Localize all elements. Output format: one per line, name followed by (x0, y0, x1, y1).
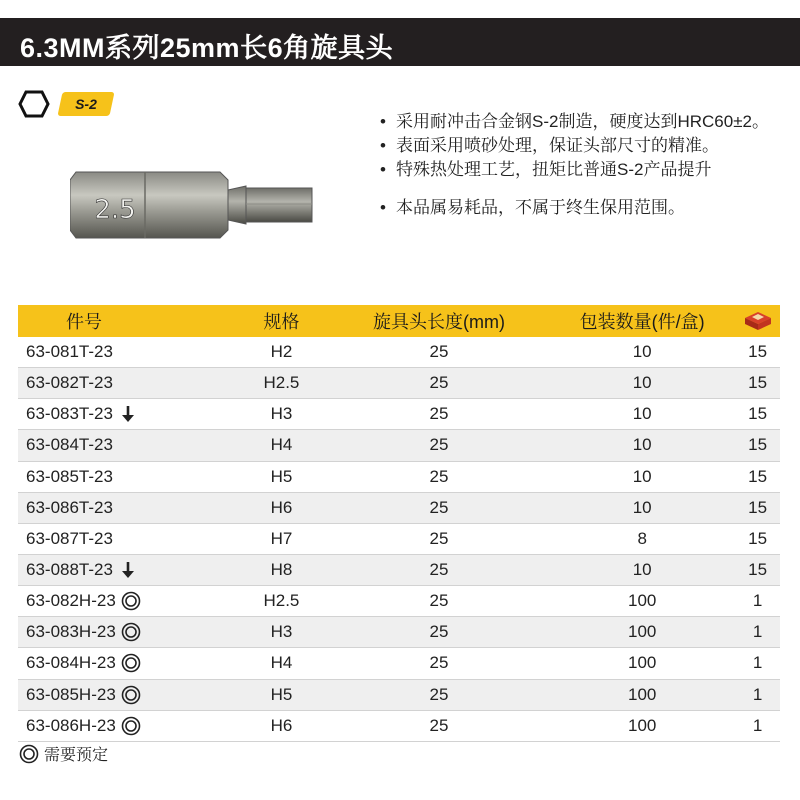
cell-pack-qty: 100 (549, 679, 735, 710)
table-row (18, 368, 780, 399)
part-no-text: 63-086H-23 (26, 715, 116, 735)
cell-length: 25 (329, 492, 549, 523)
col-header-part-no: 件号 (18, 305, 234, 337)
cell-spec: H3 (234, 617, 329, 648)
arrow-down-icon (117, 404, 139, 424)
table-row (18, 648, 780, 679)
table-row (18, 586, 780, 617)
feature-item: • 表面采用喷砂处理，保证头部尺寸的精准。 (380, 134, 790, 158)
cell-box-qty: 15 (735, 523, 780, 554)
cell-box-qty: 15 (735, 430, 780, 461)
preorder-icon (120, 685, 142, 705)
cell-part-no (18, 648, 234, 679)
arrow-down-icon (117, 560, 139, 580)
cell-spec: H2 (234, 337, 329, 368)
material-badge-label: S-2 (75, 96, 97, 112)
cell-spec: H4 (234, 648, 329, 679)
preorder-icon (18, 744, 40, 764)
cell-length: 25 (329, 710, 549, 741)
preorder-icon (120, 622, 142, 642)
table-row (18, 337, 780, 368)
cell-part-no (18, 461, 234, 492)
feature-item: • 特殊热处理工艺，扭矩比普通S-2产品提升 (380, 158, 790, 182)
cell-spec: H7 (234, 523, 329, 554)
table-row (18, 554, 780, 585)
part-no-text: 63-086T-23 (26, 497, 113, 517)
cell-spec: H5 (234, 461, 329, 492)
bit-illustration (70, 160, 330, 250)
preorder-icon (120, 653, 142, 673)
cell-length: 25 (329, 368, 549, 399)
cell-pack-qty: 8 (549, 523, 735, 554)
part-no-text: 63-085H-23 (26, 684, 116, 704)
cell-part-no (18, 337, 234, 368)
part-no-text: 63-083H-23 (26, 622, 116, 642)
table-row (18, 399, 780, 430)
cell-spec: H2.5 (234, 368, 329, 399)
cell-spec: H3 (234, 399, 329, 430)
cell-part-no (18, 554, 234, 585)
cell-length: 25 (329, 523, 549, 554)
table-row (18, 492, 780, 523)
cell-pack-qty: 100 (549, 617, 735, 648)
cell-box-qty: 1 (735, 586, 780, 617)
table-row (18, 617, 780, 648)
cell-box-qty: 1 (735, 617, 780, 648)
cell-length: 25 (329, 648, 549, 679)
cell-length: 25 (329, 337, 549, 368)
table-row (18, 461, 780, 492)
cell-spec: H2.5 (234, 586, 329, 617)
part-no-text: 63-084T-23 (26, 435, 113, 455)
cell-box-qty: 1 (735, 648, 780, 679)
cell-part-no (18, 430, 234, 461)
table-row (18, 710, 780, 741)
cell-spec: H6 (234, 492, 329, 523)
table-row (18, 679, 780, 710)
cell-part-no (18, 492, 234, 523)
cell-box-qty: 15 (735, 337, 780, 368)
cell-box-qty: 15 (735, 399, 780, 430)
feature-item: • 本品属易耗品，不属于终生保用范围。 (380, 196, 790, 220)
spec-table (18, 305, 780, 742)
part-no-text: 63-085T-23 (26, 466, 113, 486)
cell-box-qty: 1 (735, 679, 780, 710)
cell-spec: H4 (234, 430, 329, 461)
cell-length: 25 (329, 430, 549, 461)
material-badge (57, 92, 114, 116)
cell-pack-qty: 10 (549, 337, 735, 368)
preorder-icon (120, 716, 142, 736)
cell-pack-qty: 100 (549, 710, 735, 741)
cell-pack-qty: 100 (549, 586, 735, 617)
cell-pack-qty: 10 (549, 430, 735, 461)
cell-spec: H5 (234, 679, 329, 710)
cell-length: 25 (329, 399, 549, 430)
cell-box-qty: 15 (735, 554, 780, 585)
cell-part-no (18, 617, 234, 648)
feature-list (380, 110, 790, 220)
cell-box-qty: 15 (735, 492, 780, 523)
title-bar (0, 18, 800, 66)
cell-length: 25 (329, 461, 549, 492)
part-no-text: 63-082H-23 (26, 591, 116, 611)
cell-pack-qty: 100 (549, 648, 735, 679)
cell-pack-qty: 10 (549, 554, 735, 585)
cell-length: 25 (329, 679, 549, 710)
part-no-text: 63-084H-23 (26, 653, 116, 673)
col-header-pack-qty: 包装数量(件/盒) (549, 305, 735, 337)
box-icon (743, 310, 773, 332)
col-header-length: 旋具头长度(mm) (329, 305, 549, 337)
cell-length: 25 (329, 617, 549, 648)
cell-pack-qty: 10 (549, 492, 735, 523)
cell-box-qty: 15 (735, 461, 780, 492)
cell-spec: H6 (234, 710, 329, 741)
page-title: 6.3MM系列25mm长6角旋具头 (20, 33, 394, 63)
footnote (18, 742, 108, 765)
col-header-box (735, 305, 780, 337)
cell-part-no (18, 679, 234, 710)
part-no-text: 63-083T-23 (26, 404, 113, 424)
cell-length: 25 (329, 586, 549, 617)
cell-part-no (18, 586, 234, 617)
cell-pack-qty: 10 (549, 399, 735, 430)
table-row (18, 430, 780, 461)
part-no-text: 63-088T-23 (26, 560, 113, 580)
footnote-text: 需要预定 (44, 747, 109, 764)
cell-part-no (18, 368, 234, 399)
cell-part-no (18, 710, 234, 741)
hexagon-icon (18, 90, 50, 118)
part-no-text: 63-087T-23 (26, 528, 113, 548)
col-header-spec: 规格 (234, 305, 329, 337)
cell-part-no (18, 523, 234, 554)
feature-item: • 采用耐冲击合金钢S-2制造，硬度达到HRC60±2。 (380, 110, 790, 134)
cell-box-qty: 15 (735, 368, 780, 399)
cell-length: 25 (329, 554, 549, 585)
table-header-row (18, 305, 780, 337)
part-no-text: 63-082T-23 (26, 373, 113, 393)
cell-part-no (18, 399, 234, 430)
bit-size-marking: 2.5 (94, 195, 136, 225)
cell-pack-qty: 10 (549, 461, 735, 492)
preorder-icon (120, 591, 142, 611)
cell-box-qty: 1 (735, 710, 780, 741)
table-row (18, 523, 780, 554)
cell-spec: H8 (234, 554, 329, 585)
part-no-text: 63-081T-23 (26, 342, 113, 362)
cell-pack-qty: 10 (549, 368, 735, 399)
